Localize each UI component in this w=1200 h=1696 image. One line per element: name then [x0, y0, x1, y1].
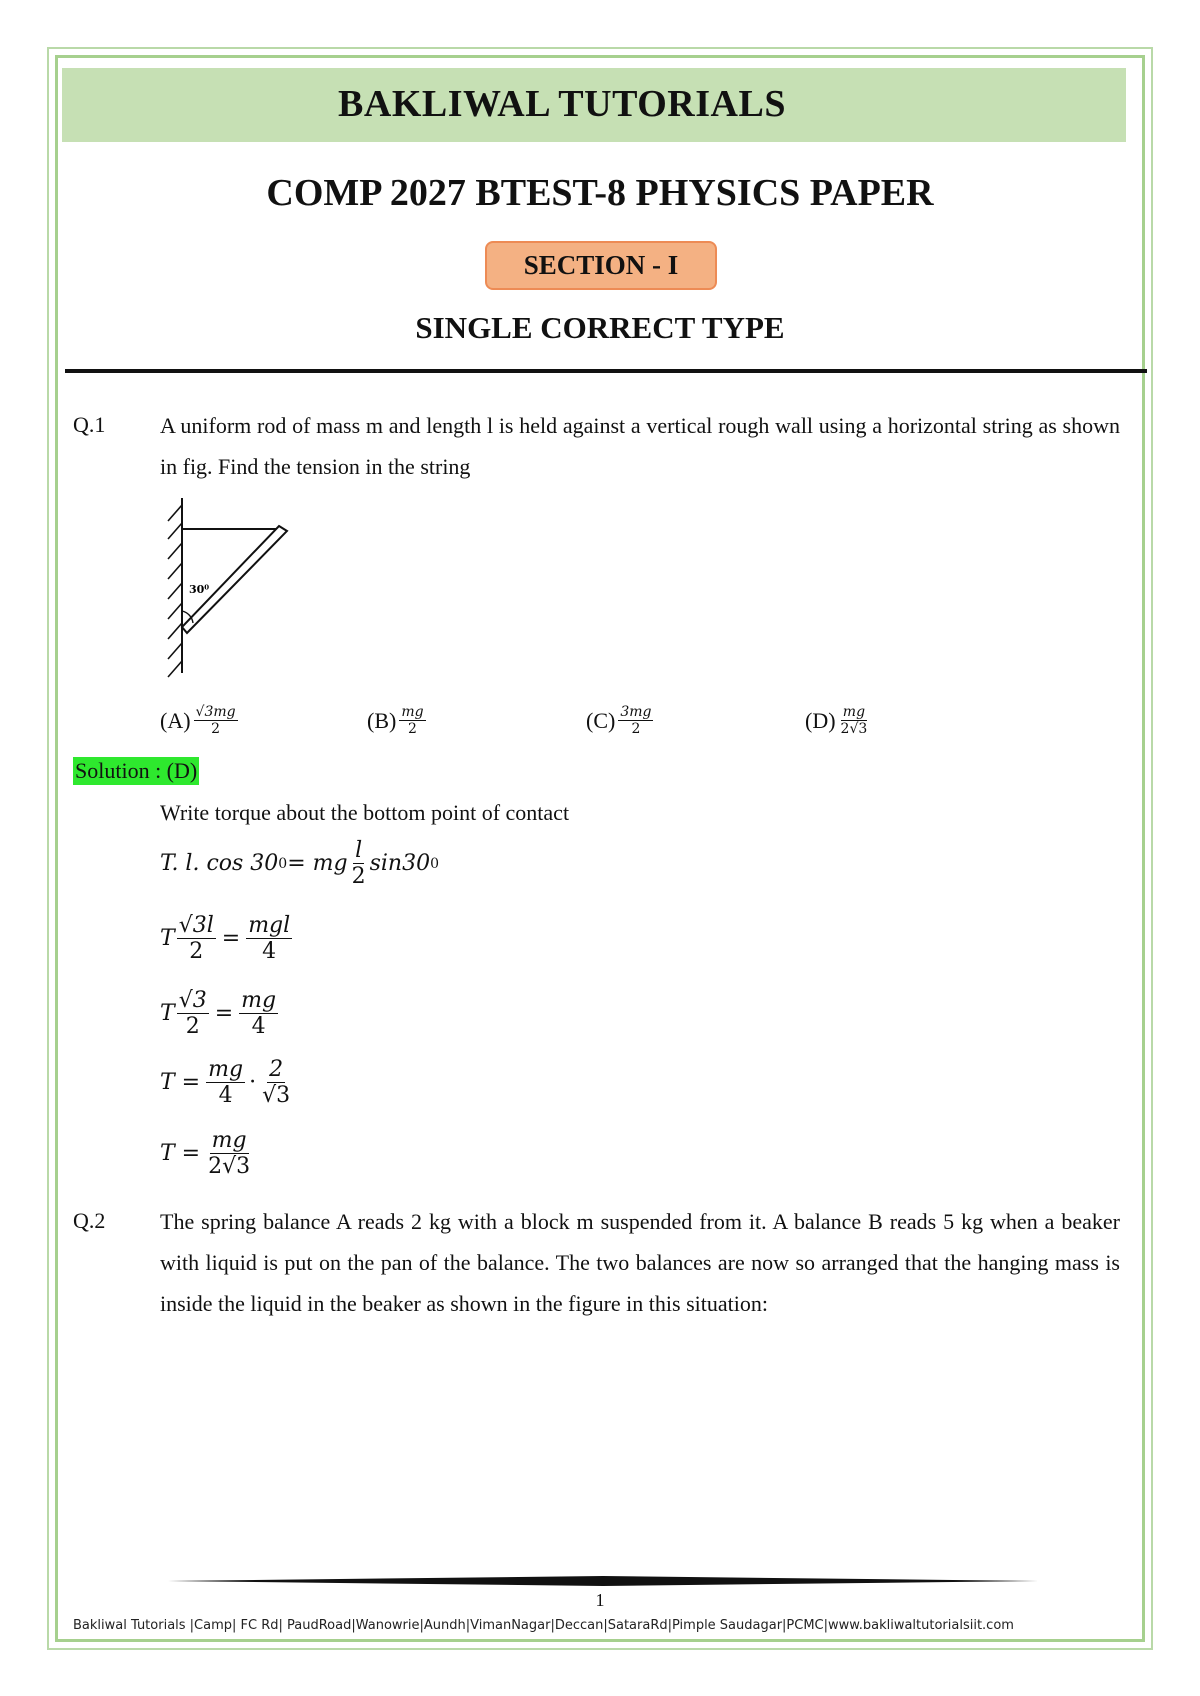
rod [182, 526, 287, 633]
step3-rnum: mg [241, 988, 277, 1013]
option-numerator: 3mg [620, 704, 652, 720]
step2-num: √3l [178, 913, 214, 938]
question-text: The spring balance A reads 2 kg with a block m suspended from it. A balance B reads 5 kg when a beaker with liquid is put on the pan of the balance. The two balances are now so arranged that the hanging mass is inside the liquid in the beaker as shown in the figure in this situation: [160, 1209, 1120, 1316]
step3-t: T [160, 1001, 175, 1027]
question-number: Q.2 [73, 1208, 106, 1233]
wall-hatching [168, 505, 182, 677]
step1-right: sin30 [369, 851, 431, 877]
solution-step-5 [160, 1128, 254, 1180]
step1-mid: = mg [287, 851, 348, 877]
question-number: Q.1 [73, 412, 106, 437]
option-denominator: 2√3 [840, 721, 868, 738]
header-divider [65, 369, 1147, 373]
option-numerator: √3mg [195, 704, 236, 720]
step3-den: 2 [185, 1014, 200, 1040]
step2-eq: = [221, 926, 241, 952]
paper-title: COMP 2027 BTEST-8 PHYSICS PAPER [266, 172, 934, 214]
solution-step-1 [160, 838, 439, 890]
step4-dot: · [249, 1070, 257, 1096]
step4-den: 4 [218, 1083, 233, 1109]
option-a[interactable] [160, 704, 238, 737]
option-numerator: mg [401, 704, 424, 720]
step1-den: 2 [351, 864, 366, 890]
solution-intro: Write torque about the bottom point of contact [160, 800, 570, 825]
page-number: 1 [595, 1590, 605, 1610]
step2-t: T [160, 926, 175, 952]
solution-label: Solution : (D) [75, 758, 198, 783]
step4-t: T = [160, 1070, 201, 1096]
step2-rden: 4 [262, 939, 277, 965]
option-denominator: 2 [407, 721, 417, 738]
option-d[interactable] [805, 704, 869, 737]
question-text: A uniform rod of mass m and length l is held against a vertical rough wall using a horizontal string as shown in fig. Find the tension in the string [160, 413, 1120, 479]
step4-den2: √3 [262, 1083, 291, 1109]
step3-num: √3 [178, 988, 207, 1013]
rod-wall-figure [160, 493, 290, 683]
footer-text: Bakliwal Tutorials |Camp| FC Rd| PaudRoad|Wanowrie|Aundh|VimanNagar|Deccan|SataraRd|Pimple Saudagar|PCMC|www.bakliwaltutorialsiit.com [73, 1618, 1014, 1633]
step4-num: mg [208, 1057, 244, 1082]
option-denominator: 2 [631, 721, 641, 738]
section-badge: SECTION - I [485, 241, 717, 290]
step1-exp: 0 [278, 855, 288, 872]
step3-rden: 4 [251, 1014, 266, 1040]
option-numerator: mg [842, 704, 866, 720]
step5-den: 2√3 [208, 1154, 251, 1180]
option-label: (A) [160, 707, 191, 733]
solution-step-4 [160, 1057, 294, 1109]
option-label: (D) [805, 707, 836, 733]
angle-label: 30⁰ [189, 583, 210, 596]
option-label: (C) [586, 707, 616, 733]
step2-rnum: mgl [248, 913, 291, 938]
step5-t: T = [160, 1141, 201, 1167]
option-b[interactable] [367, 704, 426, 737]
question-type-heading: SINGLE CORRECT TYPE [415, 310, 785, 345]
solution-step-2 [160, 913, 294, 965]
step5-num: mg [211, 1128, 247, 1153]
step2-den: 2 [189, 939, 204, 965]
option-c[interactable] [586, 704, 653, 737]
step4-num2: 2 [269, 1057, 284, 1082]
footer-rule [168, 1575, 1038, 1587]
step1-left: T. l. cos 30 [160, 851, 279, 877]
option-label: (B) [367, 707, 397, 733]
solution-step-3 [160, 988, 280, 1040]
brand-title: BAKLIWAL TUTORIALS [338, 83, 786, 125]
step3-eq: = [214, 1001, 234, 1027]
option-denominator: 2 [211, 721, 221, 738]
step1-exp2: 0 [430, 855, 440, 872]
step1-num: l [355, 838, 363, 863]
